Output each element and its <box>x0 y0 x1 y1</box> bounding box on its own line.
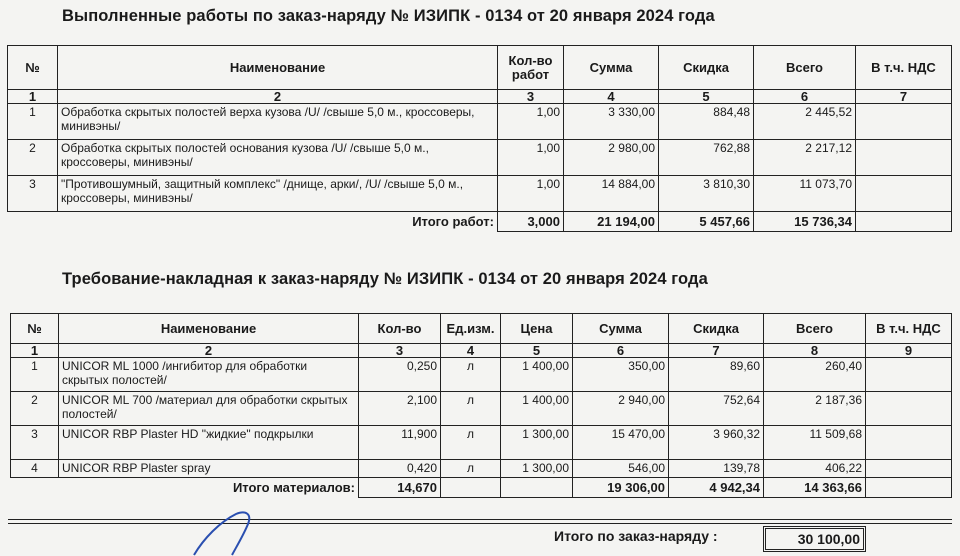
works-title: Выполненные работы по заказ-наряду № ИЗИПК - 0134 от 20 января 2024 года <box>62 7 715 25</box>
row-qty: 0,420 <box>359 460 441 478</box>
row-number: 2 <box>11 392 59 426</box>
works-index-cell: 3 <box>498 90 564 104</box>
row-total: 2 217,12 <box>754 140 856 176</box>
row-vat <box>866 358 952 392</box>
materials-index-cell: 9 <box>866 344 952 358</box>
row-sum: 350,00 <box>573 358 669 392</box>
materials-index-cell: 7 <box>669 344 764 358</box>
materials-total-row <box>11 478 952 498</box>
works-total-row <box>8 212 952 232</box>
row-price: 1 400,00 <box>501 358 573 392</box>
works-index-cell: 7 <box>856 90 952 104</box>
materials-index-cell: 6 <box>573 344 669 358</box>
row-unit: л <box>441 358 501 392</box>
row-qty: 1,00 <box>498 176 564 212</box>
materials-table <box>10 313 952 498</box>
row-total: 11 073,70 <box>754 176 856 212</box>
row-discount: 89,60 <box>669 358 764 392</box>
signature-scribble <box>190 508 260 556</box>
works-index-cell: 6 <box>754 90 856 104</box>
materials-index-row <box>11 344 952 358</box>
works-header-sum: Сумма <box>564 46 659 90</box>
row-sum: 546,00 <box>573 460 669 478</box>
row-discount: 884,48 <box>659 104 754 140</box>
materials-total-label: Итого материалов: <box>232 479 355 495</box>
works-index-cell: 2 <box>58 90 498 104</box>
materials-total-total: 14 363,66 <box>764 478 866 498</box>
row-qty: 1,00 <box>498 140 564 176</box>
materials-header-sum: Сумма <box>573 314 669 344</box>
table-row <box>8 176 952 212</box>
works-index-cell: 1 <box>8 90 58 104</box>
row-discount: 3 810,30 <box>659 176 754 212</box>
row-total: 11 509,68 <box>764 426 866 460</box>
works-index-row <box>8 90 952 104</box>
row-vat <box>856 140 952 176</box>
materials-index-cell: 1 <box>11 344 59 358</box>
materials-header-name: Наименование <box>59 314 359 344</box>
table-row <box>11 392 952 426</box>
materials-header-discount: Скидка <box>669 314 764 344</box>
row-sum: 2 980,00 <box>564 140 659 176</box>
row-number: 1 <box>11 358 59 392</box>
materials-index-cell: 5 <box>501 344 573 358</box>
row-vat <box>866 392 952 426</box>
row-total: 406,22 <box>764 460 866 478</box>
works-total-sum: 21 194,00 <box>564 212 659 232</box>
materials-total-sum: 19 306,00 <box>573 478 669 498</box>
row-sum: 2 940,00 <box>573 392 669 426</box>
divider-line <box>8 523 952 524</box>
works-header-discount: Скидка <box>659 46 754 90</box>
row-vat <box>856 176 952 212</box>
materials-total-discount: 4 942,34 <box>669 478 764 498</box>
row-qty: 11,900 <box>359 426 441 460</box>
row-name: UNICOR ML 1000 /ингибитор для обработки скрытых полостей/ <box>59 358 359 392</box>
materials-index-cell: 2 <box>59 344 359 358</box>
row-vat <box>866 460 952 478</box>
materials-header-number: № <box>11 314 59 344</box>
row-name: UNICOR RBP Plaster HD "жидкие" подкрылки <box>59 426 359 460</box>
row-price: 1 400,00 <box>501 392 573 426</box>
table-row <box>11 460 952 478</box>
row-vat <box>856 104 952 140</box>
works-index-cell: 4 <box>564 90 659 104</box>
row-unit: л <box>441 460 501 478</box>
row-qty: 0,250 <box>359 358 441 392</box>
materials-total-unit <box>441 478 501 498</box>
row-number: 4 <box>11 460 59 478</box>
works-index-cell: 5 <box>659 90 754 104</box>
materials-total-vat <box>866 478 952 498</box>
works-total-label: Итого работ: <box>412 213 494 229</box>
row-sum: 3 330,00 <box>564 104 659 140</box>
works-total-vat <box>856 212 952 232</box>
table-row <box>11 358 952 392</box>
works-header-total: Всего <box>754 46 856 90</box>
row-number: 1 <box>8 104 58 140</box>
grand-total-label: Итого по заказ-наряду : <box>554 528 718 544</box>
row-qty: 1,00 <box>498 104 564 140</box>
row-vat <box>866 426 952 460</box>
row-name: Обработка скрытых полостей верха кузова /U/ /свыше 5,0 м., кроссоверы, минивэны/ <box>58 104 498 140</box>
row-qty: 2,100 <box>359 392 441 426</box>
divider-line <box>8 519 952 520</box>
row-discount: 762,88 <box>659 140 754 176</box>
row-total: 2 187,36 <box>764 392 866 426</box>
row-discount: 139,78 <box>669 460 764 478</box>
materials-title: Требование-накладная к заказ-наряду № ИЗИПК - 0134 от 20 января 2024 года <box>62 270 708 288</box>
row-total: 260,40 <box>764 358 866 392</box>
table-row <box>11 426 952 460</box>
works-header-vat: В т.ч. НДС <box>856 46 952 90</box>
table-row <box>8 104 952 140</box>
table-row <box>8 140 952 176</box>
row-name: "Противошумный, защитный комплекс" /днище, арки/, /U/ /свыше 5,0 м., кроссоверы, минивэны/ <box>58 176 498 212</box>
row-unit: л <box>441 392 501 426</box>
row-number: 3 <box>11 426 59 460</box>
materials-header-total: Всего <box>764 314 866 344</box>
works-header-name: Наименование <box>58 46 498 90</box>
materials-total-qty: 14,670 <box>359 478 441 498</box>
materials-header-row <box>11 314 952 344</box>
materials-index-cell: 3 <box>359 344 441 358</box>
row-price: 1 300,00 <box>501 426 573 460</box>
works-total-total: 15 736,34 <box>754 212 856 232</box>
works-header-row <box>8 46 952 90</box>
row-discount: 3 960,32 <box>669 426 764 460</box>
row-discount: 752,64 <box>669 392 764 426</box>
materials-index-cell: 4 <box>441 344 501 358</box>
materials-index-cell: 8 <box>764 344 866 358</box>
row-name: UNICOR RBP Plaster spray <box>59 460 359 478</box>
works-total-qty: 3,000 <box>498 212 564 232</box>
row-name: UNICOR ML 700 /материал для обработки скрытых полостей/ <box>59 392 359 426</box>
row-unit: л <box>441 426 501 460</box>
materials-header-vat: В т.ч. НДС <box>866 314 952 344</box>
row-sum: 15 470,00 <box>573 426 669 460</box>
works-header-number: № <box>8 46 58 90</box>
row-name: Обработка скрытых полостей основания кузова /U/ /свыше 5,0 м., кроссоверы, минивэны/ <box>58 140 498 176</box>
works-total-discount: 5 457,66 <box>659 212 754 232</box>
grand-total-value: 30 100,00 <box>763 526 866 552</box>
works-table <box>7 45 952 232</box>
row-price: 1 300,00 <box>501 460 573 478</box>
row-number: 2 <box>8 140 58 176</box>
row-number: 3 <box>8 176 58 212</box>
materials-header-unit: Ед.изм. <box>441 314 501 344</box>
row-total: 2 445,52 <box>754 104 856 140</box>
works-header-qty: Кол-во работ <box>498 46 564 90</box>
materials-total-price <box>501 478 573 498</box>
materials-header-qty: Кол-во <box>359 314 441 344</box>
row-sum: 14 884,00 <box>564 176 659 212</box>
materials-header-price: Цена <box>501 314 573 344</box>
